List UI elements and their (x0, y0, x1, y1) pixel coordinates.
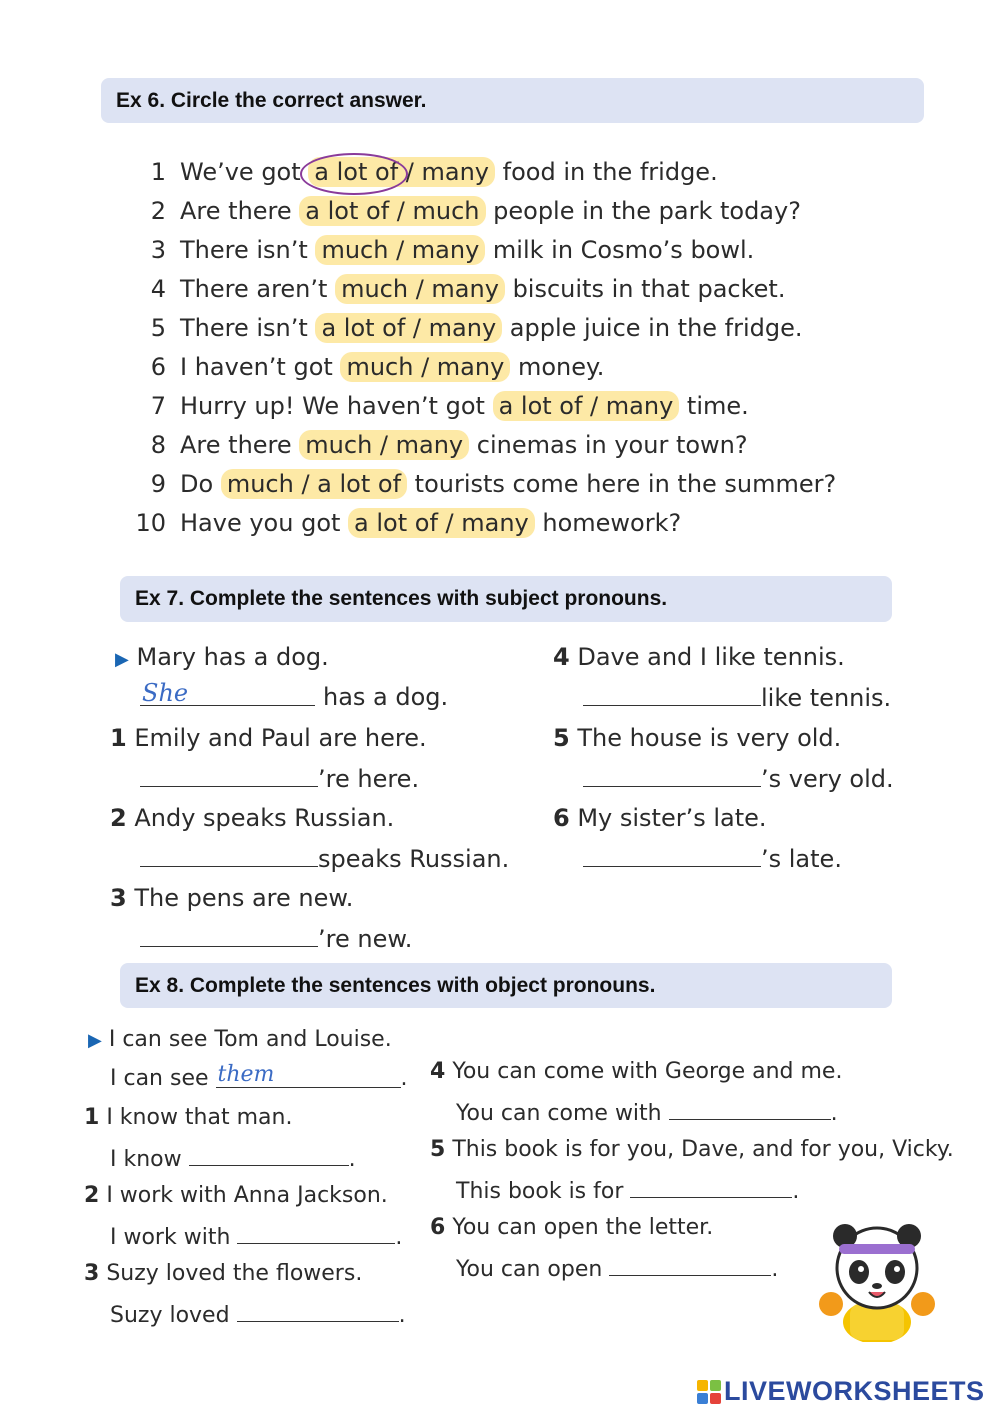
ex8-sentence: You can come with George and me. (452, 1059, 843, 1084)
item-number: 2 (110, 804, 127, 832)
item-number: 4 (430, 1059, 446, 1084)
ex7-answer-blank[interactable] (140, 842, 318, 867)
ex7-sentence: My sister’s late. (577, 804, 767, 832)
ex7-answer-row (583, 681, 891, 714)
ex8-prefix: You can come with (456, 1101, 662, 1126)
item-number: 1 (84, 1105, 100, 1130)
ex7-example-sentence: Mary has a dog. (136, 643, 329, 671)
ex7-item (110, 722, 427, 754)
answer-options-text: much / many (305, 431, 464, 459)
ex7-item (110, 802, 394, 834)
item-number: 6 (430, 1215, 446, 1240)
answer-options-text: a lot of / many (354, 509, 529, 537)
ex6-item (130, 234, 754, 266)
ex8-item (84, 1180, 388, 1212)
ex8-prefix: I work with (110, 1225, 231, 1250)
item-number: 5 (430, 1137, 446, 1162)
ex8-answer-blank[interactable] (237, 1297, 399, 1322)
ex7-answer-row (583, 842, 842, 875)
ex6-item (130, 468, 836, 500)
period: . (830, 1101, 838, 1126)
period: . (771, 1257, 779, 1282)
item-number: 10 (135, 509, 166, 537)
sentence-end: money. (517, 353, 605, 381)
ex6-item (130, 312, 803, 344)
answer-options[interactable] (315, 235, 485, 265)
ex8-answer-row (456, 1173, 799, 1208)
sentence-start: There aren’t (180, 275, 328, 303)
sentence-start: We’ve got (180, 158, 301, 186)
sentence-end: apple juice in the fridge. (509, 314, 803, 342)
answer-options-text: much / many (321, 236, 480, 264)
ex7-item (553, 802, 767, 834)
ex7-sentence: The pens are new. (134, 884, 354, 912)
answer-options[interactable] (340, 352, 510, 382)
ex8-example (88, 1024, 392, 1057)
ex8-header (120, 963, 892, 1008)
ex6-sentence (180, 314, 803, 342)
ex8-header-text: Ex 8. Complete the sentences with object pronouns. (135, 973, 656, 997)
answer-options-text: much / many (346, 353, 505, 381)
ex8-answer-blank[interactable] (669, 1095, 831, 1120)
ex8-example-prefix: I can see (110, 1066, 209, 1091)
sentence-end: milk in Cosmo’s bowl. (492, 236, 755, 264)
logo-text: LIVEWORKSHEETS (724, 1376, 985, 1406)
ex8-prefix: You can open (456, 1257, 603, 1282)
ex6-sentence (180, 197, 801, 225)
period: . (398, 1303, 406, 1328)
sentence-start: There isn’t (180, 314, 308, 342)
ex6-item (130, 429, 748, 461)
ex8-example-answer-row (110, 1063, 408, 1095)
ex6-item (130, 390, 749, 422)
ex7-answer-blank[interactable] (140, 922, 318, 947)
answer-options-text: a lot of / much (305, 197, 480, 225)
sentence-start: Are there (180, 197, 292, 225)
ex8-prefix: Suzy loved (110, 1303, 230, 1328)
answer-options[interactable] (299, 196, 485, 226)
ex8-item (430, 1056, 842, 1088)
ex8-answer-row (110, 1219, 402, 1254)
answer-options[interactable] (348, 508, 535, 538)
ex7-rest: ’s very old. (761, 765, 894, 793)
ex7-rest: ’s late. (761, 845, 842, 873)
ex8-answer-row (110, 1141, 356, 1176)
item-number: 7 (150, 392, 166, 420)
ex8-prefix: This book is for (456, 1179, 624, 1204)
item-number: 6 (553, 804, 570, 832)
ex7-example-answer-row (140, 681, 448, 713)
answer-options[interactable] (299, 430, 469, 460)
answer-options[interactable] (493, 391, 680, 421)
ex7-answer-row (140, 762, 419, 795)
logo-grid-icon (697, 1380, 721, 1404)
sentence-end: people in the park today? (493, 197, 801, 225)
play-arrow-icon: ▶ (115, 649, 129, 670)
ex6-sentence (180, 353, 604, 381)
sentence-end: time. (686, 392, 749, 420)
sentence-end: food in the fridge. (502, 158, 718, 186)
panda-mascot-icon (815, 1222, 940, 1342)
ex7-answer-blank[interactable] (583, 762, 761, 787)
ex7-answer-row (583, 762, 894, 795)
answer-options[interactable] (335, 274, 505, 304)
ex6-item (130, 351, 604, 383)
ex8-sentence: This book is for you, Dave, and for you, Vicky. (452, 1137, 954, 1162)
ex8-sentence: You can open the letter. (452, 1215, 714, 1240)
ex8-answer-blank[interactable] (609, 1251, 771, 1276)
ex6-sentence (180, 470, 836, 498)
item-number: 3 (84, 1261, 100, 1286)
ex8-item (430, 1212, 713, 1244)
ex6-item (130, 195, 801, 227)
ex7-example-rest: has a dog. (323, 683, 449, 711)
ex6-header-text: Ex 6. Circle the correct answer. (116, 88, 427, 112)
ex8-answer-row (456, 1251, 778, 1286)
ex6-item (130, 273, 785, 305)
ex6-sentence (180, 275, 785, 303)
ex7-header (120, 576, 892, 622)
item-number: 2 (84, 1183, 100, 1208)
ex7-rest: ’re new. (318, 925, 413, 953)
ex7-answer-row (140, 842, 509, 875)
ex8-sentence: I work with Anna Jackson. (106, 1183, 388, 1208)
ex7-sentence: Dave and I like tennis. (577, 643, 845, 671)
item-number: 6 (150, 353, 166, 381)
item-number: 4 (553, 643, 570, 671)
sentence-start: Do (180, 470, 214, 498)
ex8-item (430, 1134, 954, 1166)
ex8-example-answer: them (217, 1062, 275, 1087)
ex6-sentence (180, 509, 681, 537)
ex8-answer-row (110, 1297, 406, 1332)
item-number: 4 (150, 275, 166, 303)
sentence-start: Have you got (180, 509, 341, 537)
item-number: 9 (150, 470, 166, 498)
ex8-answer-blank[interactable] (630, 1173, 792, 1198)
ex7-example (115, 641, 329, 676)
ex7-answer-blank[interactable] (583, 842, 761, 867)
sentence-start: Are there (180, 431, 292, 459)
item-number: 5 (553, 724, 570, 752)
ex7-item (553, 641, 845, 673)
ex7-rest: ’re here. (318, 765, 420, 793)
ex7-answer-row (140, 922, 412, 955)
ex8-sentence: I know that man. (106, 1105, 293, 1130)
ex6-sentence (180, 236, 754, 264)
ex6-sentence (180, 392, 749, 420)
period: . (395, 1225, 403, 1250)
item-number: 1 (110, 724, 127, 752)
ex8-answer-blank[interactable] (237, 1219, 395, 1244)
ex7-rest: speaks Russian. (318, 845, 510, 873)
ex8-answer-row (456, 1095, 838, 1130)
ex6-item (130, 507, 681, 539)
ex7-sentence: Andy speaks Russian. (134, 804, 395, 832)
sentence-start: There isn’t (180, 236, 308, 264)
ex7-example-answer: She (142, 679, 189, 707)
sentence-end: biscuits in that packet. (512, 275, 786, 303)
item-number: 1 (150, 158, 166, 186)
period: . (792, 1179, 800, 1204)
ex8-prefix: I know (110, 1147, 182, 1172)
answer-options-text: a lot of / many (498, 392, 674, 420)
sentence-start: I haven’t got (180, 353, 333, 381)
ex7-answer-blank[interactable] (140, 762, 318, 787)
answer-options-text: much / a lot of (226, 470, 402, 498)
sentence-end: homework? (542, 509, 682, 537)
ex7-item (553, 722, 841, 754)
answer-options[interactable] (315, 313, 502, 343)
ex7-sentence: Emily and Paul are here. (134, 724, 427, 752)
ex6-header (101, 78, 924, 123)
item-number: 5 (150, 314, 166, 342)
item-number: 3 (110, 884, 127, 912)
ex8-sentence: Suzy loved the flowers. (106, 1261, 363, 1286)
answer-options-text: a lot of / many (321, 314, 497, 342)
ex8-example-blank[interactable] (216, 1063, 401, 1088)
ex7-header-text: Ex 7. Complete the sentences with subject pronouns. (135, 587, 668, 610)
period: . (400, 1066, 408, 1091)
answer-options-text: a lot of / many (314, 158, 489, 186)
ex8-item (84, 1258, 362, 1290)
answer-options[interactable] (221, 469, 407, 499)
item-number: 8 (150, 431, 166, 459)
period: . (348, 1147, 356, 1172)
ex6-sentence (180, 431, 748, 459)
ex7-example-blank[interactable] (140, 681, 315, 706)
ex8-item (84, 1102, 292, 1134)
sentence-end: tourists come here in the summer? (414, 470, 837, 498)
play-arrow-icon: ▶ (88, 1030, 102, 1051)
sentence-start: Hurry up! We haven’t got (180, 392, 485, 420)
ex7-sentence: The house is very old. (577, 724, 842, 752)
sentence-end: cinemas in your town? (476, 431, 748, 459)
ex7-answer-blank[interactable] (583, 681, 761, 706)
ex8-answer-blank[interactable] (189, 1141, 349, 1166)
answer-options[interactable] (308, 157, 495, 187)
ex7-item (110, 882, 353, 914)
item-number: 2 (150, 197, 166, 225)
answer-options-text: much / many (341, 275, 499, 303)
ex6-sentence (180, 158, 718, 186)
liveworksheets-logo (697, 1376, 985, 1407)
item-number: 3 (150, 236, 166, 264)
ex7-rest: like tennis. (761, 684, 892, 712)
ex8-example-sentence: I can see Tom and Louise. (108, 1027, 392, 1052)
ex6-item (130, 156, 718, 188)
